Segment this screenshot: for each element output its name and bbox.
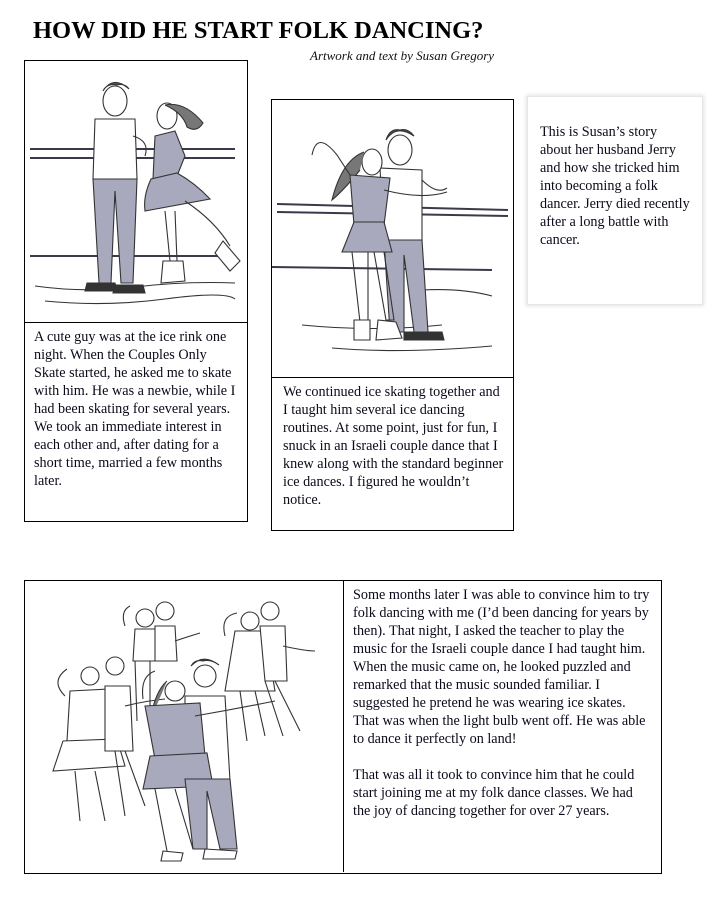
panel-3-paragraph-1: Some months later I was able to convince him to try folk dancing with me (I’d been dancing for years by then). That night, I asked the teacher to play the music for the Israeli couple dance I had taught him. When the music came on, he looked puzzled and remarked that the music sounded familiar. I suggested he pretend he was wearing ice skates. That was when the light bulb went off. He was able to dance it perfectly on land! [353,587,650,747]
panel-2-caption [271,377,514,531]
panel-1-caption [24,322,248,522]
panel-3-paragraph-2: That was all it took to convince him that he could start joining me at my folk dance classes. We had the joy of dancing together for over 27 years. [353,767,635,819]
panel-3-caption [353,586,653,820]
panel-1-illustration [24,60,248,323]
skating-couple-illustration [25,61,246,321]
panel-1-text: A cute guy was at the ice rink one night. When the Couples Only Skate started, he asked me to skate with him. He was a newbie, while I had been skating for several years. We took an immediate interest in each other and, after dating for a short time, married a few months later. [34,329,236,489]
ice-dancing-couple-illustration [272,100,512,377]
panel-2-text: We continued ice skating together and I taught him several ice dancing routines. At some point, just for fun, I snuck in an Israeli couple dance that I knew along with the standard beginner ice dances. I figured he wouldn’t notice. [283,384,504,508]
page-title: HOW DID HE START FOLK DANCING? [33,17,484,44]
byline: Artwork and text by Susan Gregory [310,48,495,63]
panel-3 [24,580,662,874]
folk-dancers-illustration [25,581,343,872]
panel-2-illustration [271,99,514,379]
intro-text: This is Susan’s story about her husband Jerry and how she tricked him into becoming a folk dancer. Jerry died recently after a long battle with cancer. [540,124,690,248]
panel-3-illustration [25,581,344,872]
intro-box [528,97,702,304]
